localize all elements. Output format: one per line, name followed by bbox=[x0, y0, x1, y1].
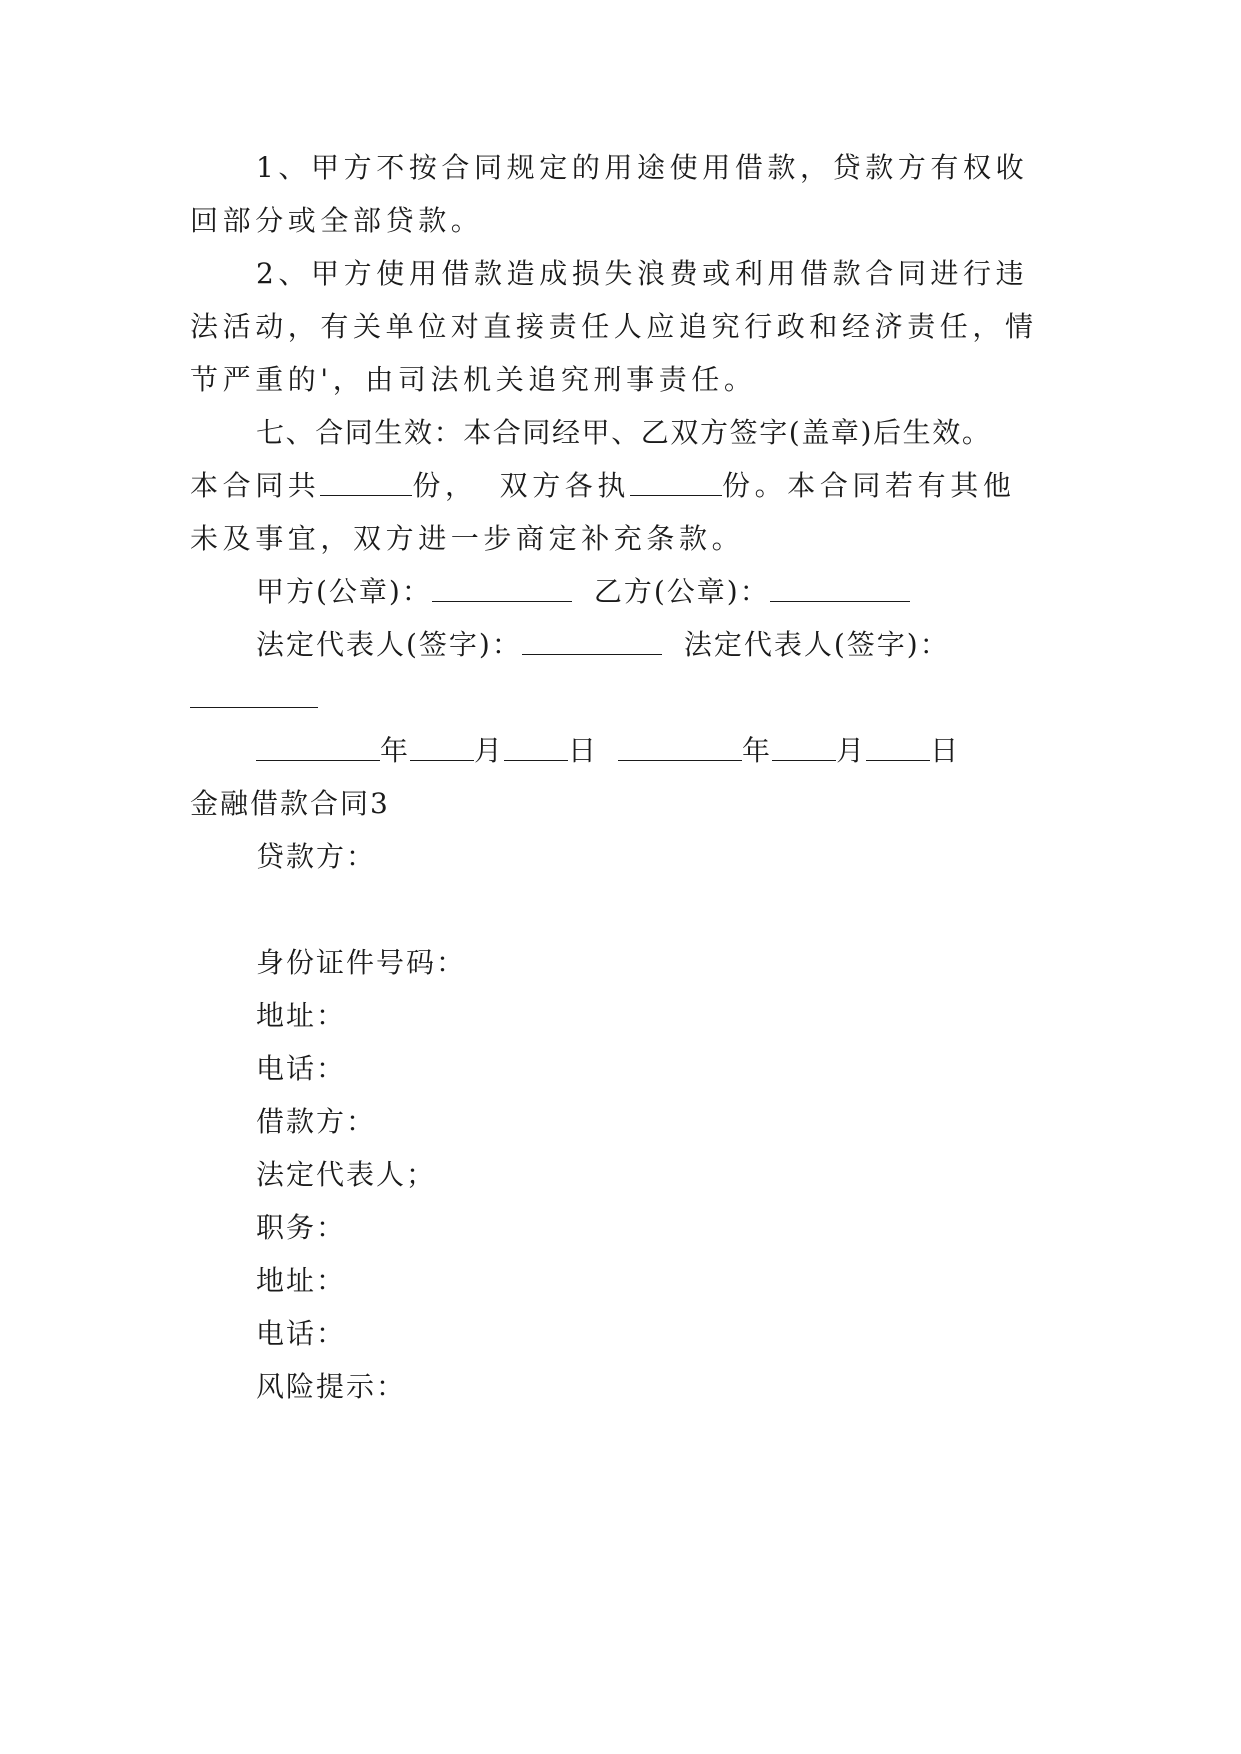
lender-address-label: 地址： bbox=[256, 999, 347, 1032]
party-a-seal-blank[interactable] bbox=[432, 574, 572, 602]
copies-rest-label: 份。本合同若有其他 bbox=[722, 469, 1016, 502]
date-a-day-blank[interactable] bbox=[504, 733, 568, 761]
id-number-label: 身份证件号码： bbox=[256, 946, 467, 979]
date-row bbox=[256, 733, 1060, 769]
risk-notice-label: 风险提示： bbox=[256, 1370, 407, 1403]
contract-3-title: 金融借款合同3 bbox=[190, 787, 390, 820]
copies-each-label: 双方各执 bbox=[499, 469, 631, 502]
legal-rep-b-line bbox=[190, 680, 1060, 716]
lender-label: 贷款方： bbox=[256, 840, 377, 873]
copies-unit-label: 份， bbox=[412, 469, 478, 502]
borrower-legal-rep-label: 法定代表人； bbox=[256, 1158, 437, 1191]
section-7-line-1: 七、合同生效：本合同经甲、乙双方签字(盖章)后生效。 bbox=[256, 416, 992, 449]
date-a-year-blank[interactable] bbox=[256, 733, 380, 761]
date-a-month-blank[interactable] bbox=[410, 733, 474, 761]
section-7-line-3: 未及事宜，双方进一步商定补充条款。 bbox=[190, 522, 745, 555]
borrower-address-label: 地址： bbox=[256, 1264, 347, 1297]
date-b-day-blank[interactable] bbox=[866, 733, 930, 761]
date-a-day-label: 日 bbox=[568, 734, 599, 767]
seal-row bbox=[256, 574, 1060, 610]
legal-rep-b-label: 法定代表人(签字)： bbox=[683, 628, 950, 661]
clause-1-line-1: 1、甲方不按合同规定的用途使用借款，贷款方有权收 bbox=[256, 151, 1029, 184]
party-a-seal-label: 甲方(公章)： bbox=[256, 575, 432, 608]
section-7-line-2 bbox=[190, 468, 1060, 504]
borrower-phone-label: 电话： bbox=[256, 1317, 347, 1350]
date-b-month-blank[interactable] bbox=[772, 733, 836, 761]
date-a-month-label: 月 bbox=[474, 734, 505, 767]
copies-total-label: 本合同共 bbox=[190, 469, 321, 502]
clause-2-line-2: 法活动，有关单位对直接责任人应追究行政和经济责任，情 bbox=[190, 310, 1038, 343]
legal-rep-a-label: 法定代表人(签字)： bbox=[256, 628, 522, 661]
date-b-year-blank[interactable] bbox=[618, 733, 742, 761]
date-a-year-label: 年 bbox=[380, 734, 411, 767]
borrower-position-label: 职务： bbox=[256, 1211, 347, 1244]
date-b-day-label: 日 bbox=[930, 734, 961, 767]
clause-2-line-1: 2、甲方使用借款造成损失浪费或利用借款合同进行违 bbox=[256, 257, 1029, 290]
party-b-seal-label: 乙方(公章)： bbox=[593, 575, 770, 608]
legal-rep-b-blank[interactable] bbox=[190, 680, 318, 708]
legal-rep-a-blank[interactable] bbox=[522, 627, 662, 655]
borrower-label: 借款方： bbox=[256, 1105, 377, 1138]
legal-rep-row bbox=[256, 627, 1060, 663]
clause-2-line-3: 节严重的'，由司法机关追究刑事责任。 bbox=[190, 363, 757, 396]
lender-phone-label: 电话： bbox=[256, 1052, 347, 1085]
party-b-seal-blank[interactable] bbox=[770, 574, 910, 602]
copies-total-blank[interactable] bbox=[320, 468, 412, 496]
date-b-month-label: 月 bbox=[836, 734, 867, 767]
clause-1-line-2: 回部分或全部贷款。 bbox=[190, 204, 484, 237]
copies-each-blank[interactable] bbox=[630, 468, 722, 496]
date-b-year-label: 年 bbox=[742, 734, 773, 767]
